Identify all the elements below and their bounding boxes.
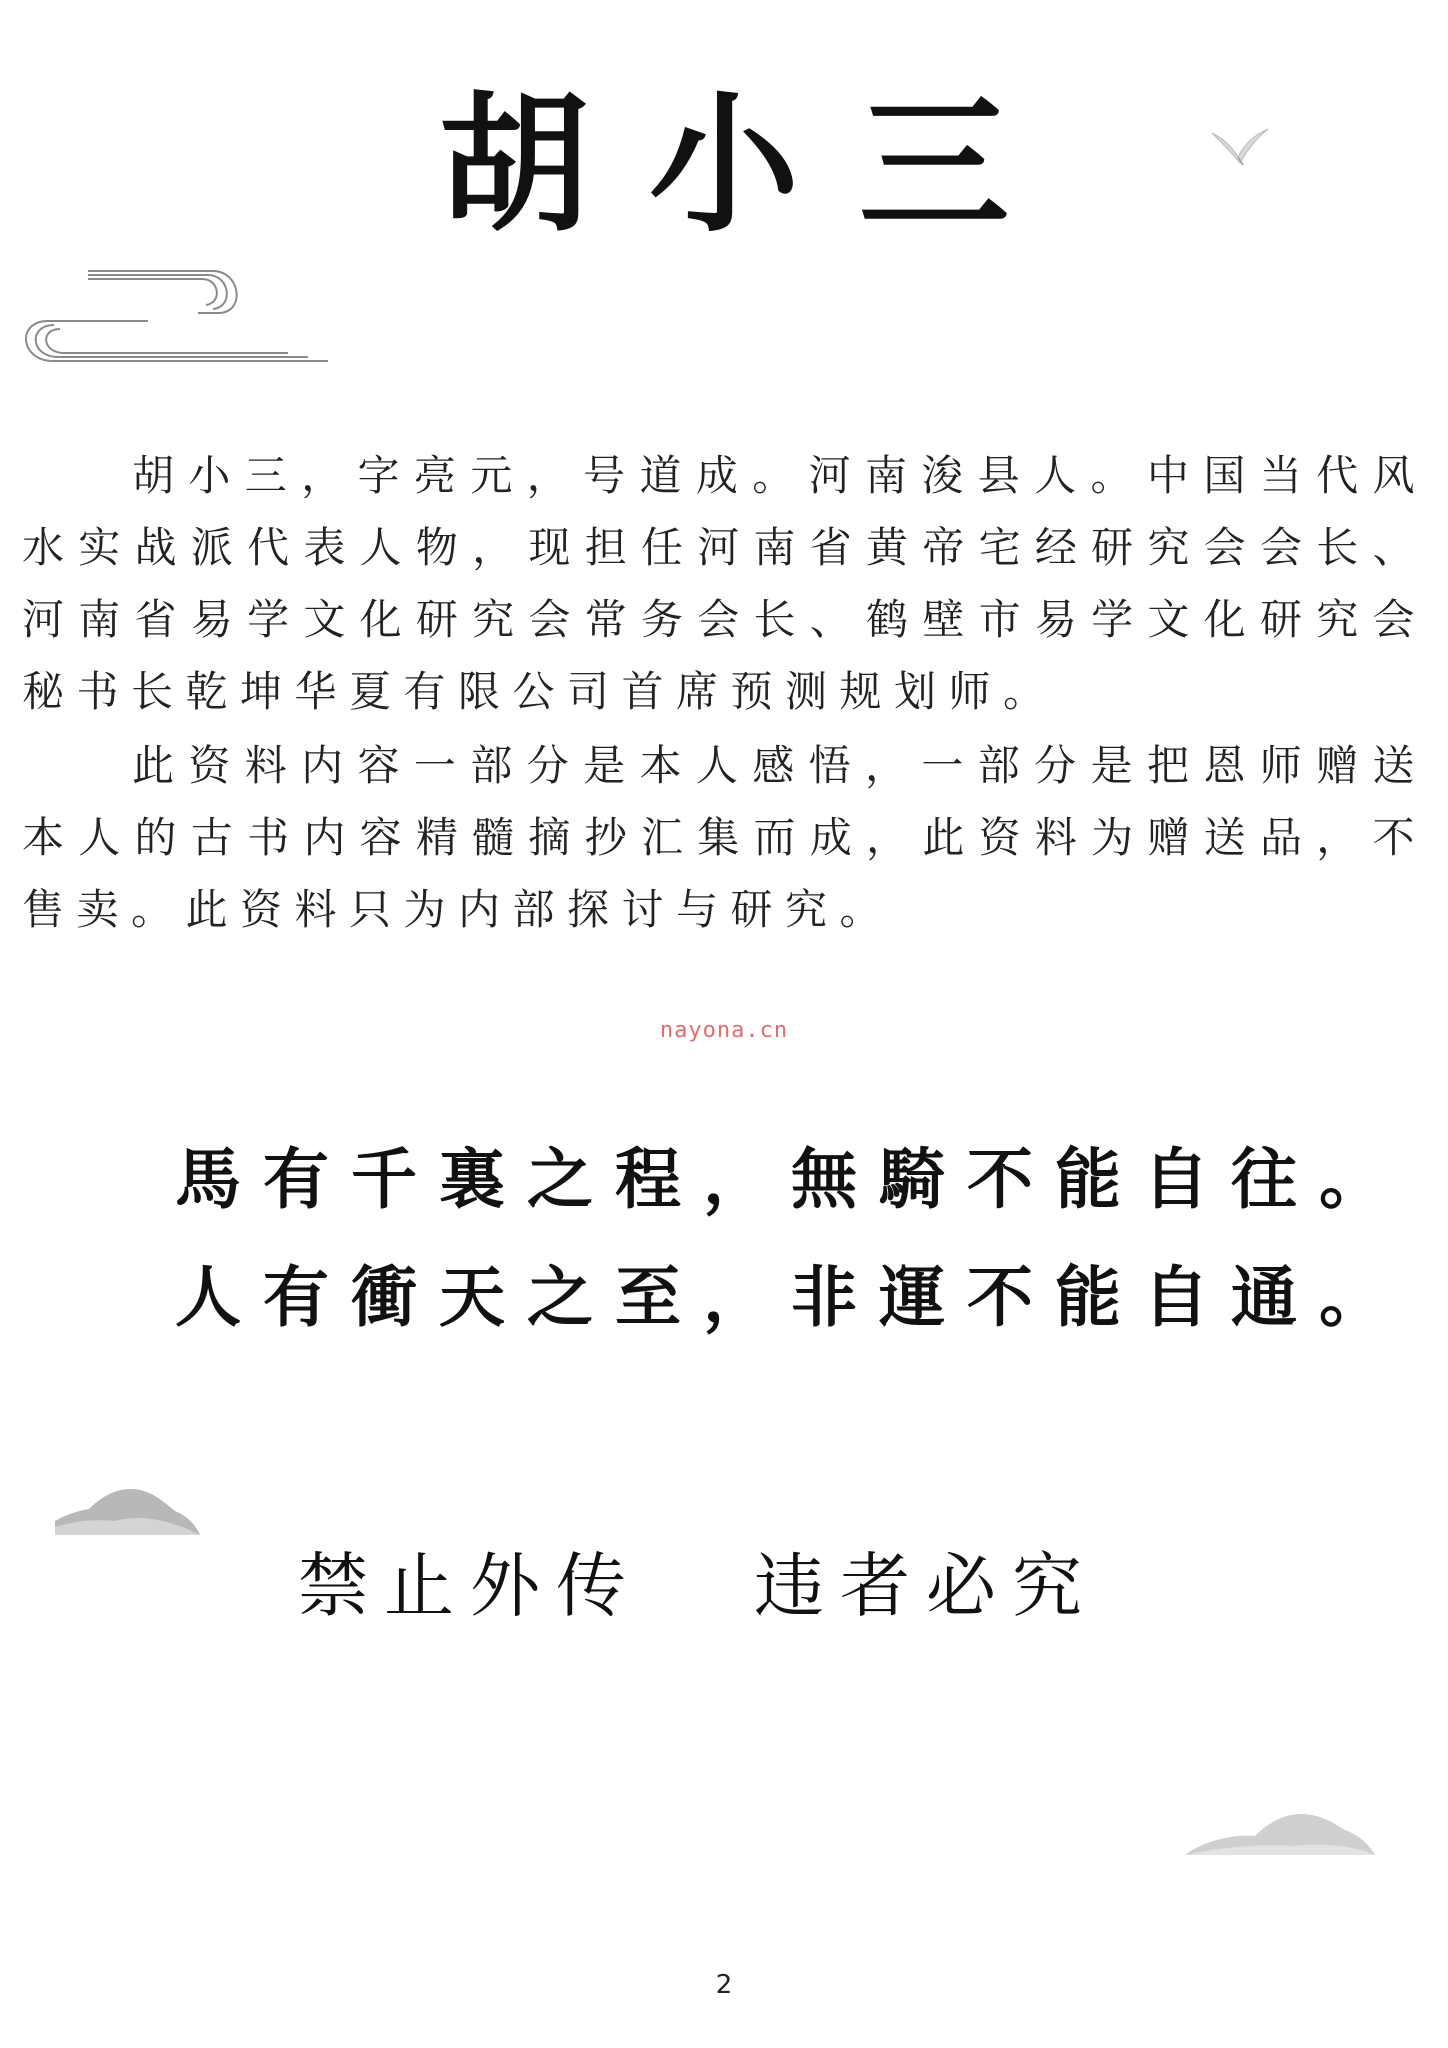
bio-paragraph-1: 胡小三，字亮元，号道成。河南浚县人。中国当代风水实战派代表人物，现担任河南省黄帝宅经研究会会长、河南省易学文化研究会常务会长、鹤壁市易学文化研究会秘书长乾坤华夏有限公司首席预测规划师。 (22, 451, 1427, 716)
cloud-swirl-icon (8, 265, 338, 375)
warning-right: 违者必究 (754, 1545, 1098, 1627)
warning-left: 禁止外传 (298, 1545, 642, 1627)
proverbs (175, 1120, 1407, 1356)
bio-paragraph-2: 此资料内容一部分是本人感悟，一部分是把恩师赠送本人的古书内容精髓摘抄汇集而成，此资料为赠送品，不售卖。此资料只为内部探讨与研究。 (22, 741, 1427, 934)
page-number: 2 (715, 1970, 733, 2000)
watermark: nayona.cn (659, 1018, 789, 1043)
bird-icon (1210, 125, 1270, 170)
mountain-icon (55, 1485, 200, 1535)
biography (22, 440, 1427, 948)
mountain-icon (1185, 1800, 1375, 1855)
proverb-line-2: 人有衝天之至，非運不能自通。 (175, 1258, 1407, 1336)
warning-banner (298, 1530, 1198, 1631)
proverb-line-1: 馬有千裏之程，無騎不能自往。 (175, 1140, 1407, 1218)
page-title: 胡小三 (438, 77, 1069, 253)
